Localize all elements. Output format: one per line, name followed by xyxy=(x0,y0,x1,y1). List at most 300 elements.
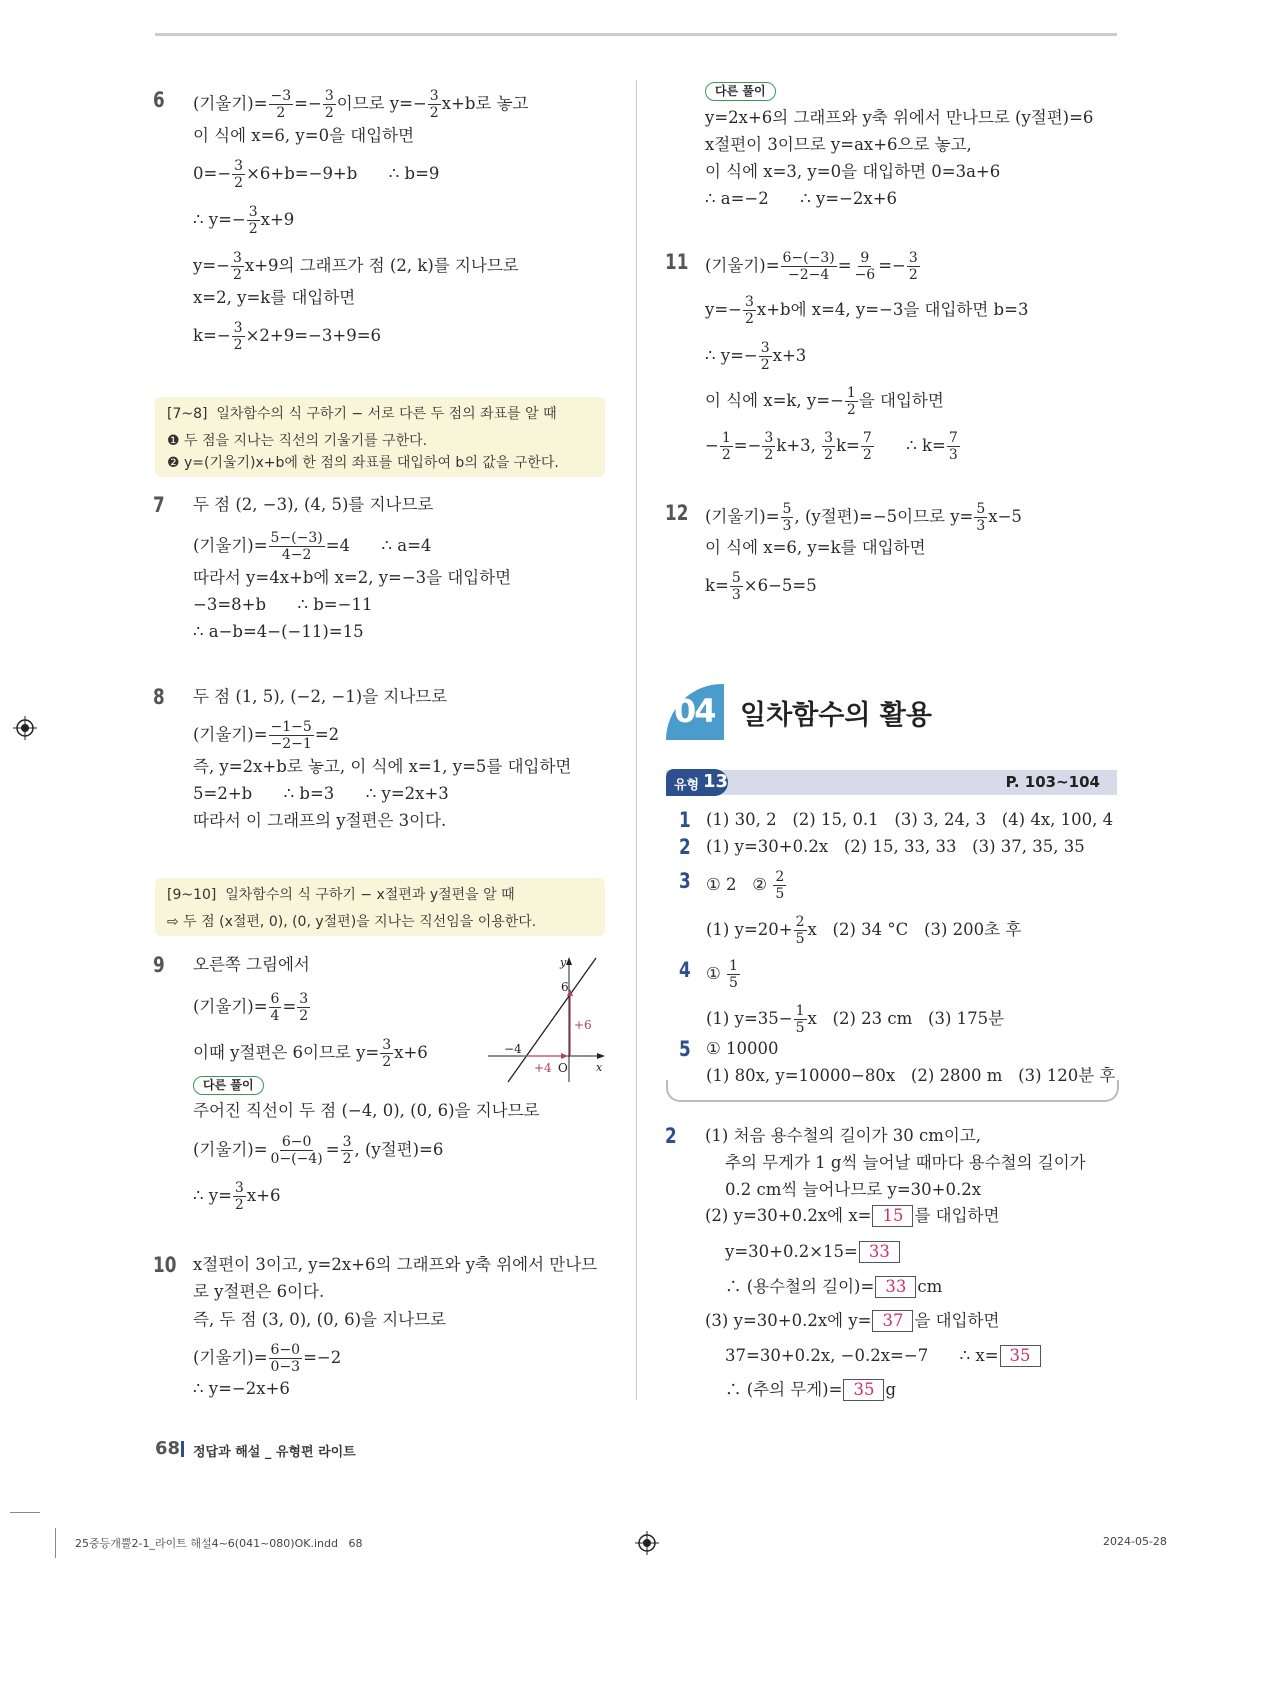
type-label: 유형 xyxy=(674,778,700,793)
text-segment: (1) y=20+ xyxy=(706,920,793,939)
line xyxy=(193,593,372,617)
denominator: 5 xyxy=(729,975,738,991)
denominator: 5 xyxy=(795,1020,805,1036)
tip-title: [9~10] 일차함수의 식 구하기 − x절편과 y절편을 알 때 xyxy=(167,887,515,903)
denominator: 2 xyxy=(299,1008,309,1024)
denominator: 2 xyxy=(324,105,334,121)
text-segment: k+3, xyxy=(776,436,822,455)
fraction xyxy=(231,250,244,283)
text-segment: − xyxy=(705,436,719,455)
fraction xyxy=(428,88,441,121)
numerator: 7 xyxy=(862,430,872,446)
text-segment: =4 ∴ a=4 xyxy=(325,536,432,555)
text-segment: (기울기)= xyxy=(193,725,268,744)
fraction xyxy=(232,320,245,353)
line xyxy=(705,250,921,283)
text-segment: 따라서 y=4x+b에 x=2, y=−3을 대입하면 xyxy=(193,568,512,587)
line xyxy=(193,530,431,563)
fraction xyxy=(853,250,878,283)
fraction xyxy=(380,1037,393,1070)
line xyxy=(193,286,355,310)
fraction xyxy=(232,158,245,191)
crop-mark xyxy=(55,1528,56,1558)
numerator: 3 xyxy=(232,250,242,266)
text-segment: 즉, 두 점 (3, 0), (0, 6)을 지나므로 xyxy=(193,1310,446,1329)
text-segment: cm xyxy=(917,1277,943,1296)
numerator: 1 xyxy=(846,385,856,401)
numerator: 3 xyxy=(429,88,439,104)
text-segment: =2 xyxy=(314,725,340,744)
answer-line xyxy=(706,1003,1004,1036)
text-segment: (1) y=35− xyxy=(706,1009,793,1028)
fraction xyxy=(247,204,260,237)
denominator: 0−(−4) xyxy=(270,1151,323,1167)
answer-number: 4 xyxy=(679,958,691,982)
text-segment: 이때 y절편은 6이므로 y= xyxy=(193,1043,380,1062)
line xyxy=(705,187,897,211)
text-segment: x+9의 그래프가 점 (2, k)를 지나므로 xyxy=(244,256,519,275)
numerator: 1 xyxy=(729,958,738,974)
line xyxy=(705,1309,999,1333)
text-segment: ∴ y=− xyxy=(705,346,758,365)
fraction xyxy=(233,1180,246,1213)
fraction xyxy=(341,1134,354,1167)
y-intercept-label: 6 xyxy=(561,980,569,994)
line xyxy=(725,1240,901,1264)
text-segment: (1) y=30+0.2x (2) 15, 33, 33 (3) 37, 35, 35 xyxy=(706,837,1085,856)
line xyxy=(193,124,414,148)
text-segment: ∴ a=−2 ∴ y=−2x+6 xyxy=(705,189,898,208)
numerator: 6−0 xyxy=(281,1134,312,1150)
denominator: 3 xyxy=(782,518,792,534)
denominator: 2 xyxy=(764,447,774,463)
text-segment: (기울기)= xyxy=(705,507,780,526)
page-range: P. 103~104 xyxy=(1005,773,1100,791)
question-number: 12 xyxy=(665,501,689,525)
numerator: 3 xyxy=(382,1037,392,1053)
fraction xyxy=(269,88,294,121)
answer-box: 35 xyxy=(1000,1345,1041,1367)
fraction xyxy=(759,340,772,373)
denominator: 0−3 xyxy=(270,1359,301,1375)
question-number: 11 xyxy=(665,250,689,274)
text-segment: 을 대입하면 xyxy=(914,1311,1000,1330)
text-segment: x (2) 23 cm (3) 175분 xyxy=(807,1009,1005,1028)
numerator: 1 xyxy=(795,1003,805,1019)
numerator: 3 xyxy=(248,204,258,220)
tip-step: ❷ y=(기울기)x+b에 한 점의 좌표를 대입하여 b의 값을 구한다. xyxy=(167,455,559,471)
numerator: 3 xyxy=(299,991,309,1007)
fraction xyxy=(861,430,874,463)
text-segment: y=2x+6의 그래프와 y축 위에서 만나므로 (y절편)=6 xyxy=(705,108,1094,127)
fraction xyxy=(269,991,282,1024)
denominator: 2 xyxy=(382,1054,392,1070)
text-segment: 0=− xyxy=(193,164,232,183)
numerator: 3 xyxy=(760,340,770,356)
line xyxy=(193,1377,290,1401)
line xyxy=(705,294,1028,327)
denominator: 2 xyxy=(846,402,856,418)
text-segment: ×2+9=−3+9=6 xyxy=(245,326,382,345)
fraction xyxy=(269,1134,325,1167)
line xyxy=(193,493,433,517)
answer-line xyxy=(706,914,1021,947)
text-segment: x+6 xyxy=(394,1043,428,1062)
line xyxy=(725,1378,896,1402)
footer-title: 정답과 해설 _ 유형편 라이트 xyxy=(193,1445,356,1460)
numerator: 3 xyxy=(342,1134,352,1150)
fraction xyxy=(781,250,837,283)
denominator: 2 xyxy=(232,267,242,283)
text-segment: k= xyxy=(705,576,729,595)
section-title: 일차함수의 활용 xyxy=(740,700,932,731)
answer-box: 33 xyxy=(875,1276,916,1298)
line xyxy=(193,204,294,237)
line xyxy=(193,1280,324,1304)
text-segment: y=− xyxy=(193,256,230,275)
text-segment: g xyxy=(885,1380,897,1399)
text-segment: 즉, y=2x+b로 놓고, 이 식에 x=1, y=5를 대입하면 xyxy=(193,757,572,776)
text-segment: 이 식에 x=3, y=0을 대입하면 0=3a+6 xyxy=(705,162,1001,181)
text-segment: = xyxy=(325,1140,340,1159)
denominator: 2 xyxy=(234,175,244,191)
denominator: 5 xyxy=(795,931,805,947)
question-number: 10 xyxy=(153,1253,177,1277)
page-number: 68 xyxy=(155,1438,181,1459)
text-segment: ×6−5=5 xyxy=(743,576,817,595)
text-segment: (기울기)= xyxy=(193,536,268,555)
y-axis-label: y xyxy=(560,956,567,969)
denominator: 2 xyxy=(248,221,258,237)
fraction xyxy=(822,430,835,463)
text-segment: 주어진 직선이 두 점 (−4, 0), (0, 6)을 지나므로 xyxy=(193,1101,540,1120)
y-axis-arrow xyxy=(566,957,572,965)
tip-box-9-10 xyxy=(155,878,605,936)
question-number: 2 xyxy=(665,1124,677,1148)
tip-step: ❶ 두 점을 지나는 직선의 기울기를 구한다. xyxy=(167,433,428,449)
fraction xyxy=(743,294,756,327)
question-number: 8 xyxy=(153,685,165,709)
denominator: 2 xyxy=(908,267,918,283)
text-segment: x+b로 놓고 xyxy=(441,94,529,113)
line xyxy=(193,1342,341,1375)
text-segment: 두 점 (2, −3), (4, 5)를 지나므로 xyxy=(193,495,434,514)
denominator: 3 xyxy=(948,447,958,463)
denominator: −2−4 xyxy=(787,267,830,283)
line xyxy=(193,782,449,806)
answer-line xyxy=(706,808,1113,832)
line xyxy=(705,340,806,373)
text-segment: 0.2 cm씩 늘어나므로 y=30+0.2x xyxy=(725,1180,982,1199)
line xyxy=(193,755,571,779)
slug-date: 2024-05-28 xyxy=(1103,1535,1167,1548)
rise-label: +6 xyxy=(574,1018,592,1032)
text-segment: 이 식에 x=k, y=− xyxy=(705,391,844,410)
denominator: 3 xyxy=(731,587,741,603)
fraction xyxy=(974,501,987,534)
text-segment: x+3 xyxy=(772,346,807,365)
fraction xyxy=(794,1003,807,1036)
text-segment: −3=8+b ∴ b=−11 xyxy=(193,595,373,614)
type-badge xyxy=(666,769,728,796)
line xyxy=(705,570,817,603)
text-segment: ① xyxy=(706,964,727,983)
x-axis-label: x xyxy=(596,1061,603,1074)
denominator: 2 xyxy=(234,1197,244,1213)
numerator: 5 xyxy=(976,501,986,517)
numerator: 3 xyxy=(764,430,774,446)
text-segment: = xyxy=(837,256,852,275)
line xyxy=(705,160,1000,184)
text-segment: =− xyxy=(878,256,906,275)
numerator: 6−0 xyxy=(270,1342,301,1358)
answer-number: 1 xyxy=(679,808,691,832)
text-segment: (기울기)= xyxy=(193,997,268,1016)
line-graph xyxy=(488,952,613,1084)
text-segment: 를 대입하면 xyxy=(914,1206,1000,1225)
tip-title: [7~8] 일차함수의 식 구하기 − 서로 다른 두 점의 좌표를 알 때 xyxy=(167,406,557,422)
fraction xyxy=(720,430,733,463)
line xyxy=(705,133,972,157)
fraction xyxy=(297,991,310,1024)
answer-box-border xyxy=(666,1080,1119,1102)
text-segment: k= xyxy=(836,436,860,455)
registration-mark-icon xyxy=(13,716,37,740)
text-segment: 을 대입하면 xyxy=(858,391,944,410)
text-segment: 오른쪽 그림에서 xyxy=(193,955,310,974)
numerator: −1−5 xyxy=(270,719,312,735)
top-rule xyxy=(155,33,1117,36)
numerator: 2 xyxy=(795,914,805,930)
question-number: 9 xyxy=(153,953,165,977)
denominator: 2 xyxy=(760,357,770,373)
numerator: 3 xyxy=(744,294,754,310)
text-segment: 이므로 y=− xyxy=(336,94,427,113)
line xyxy=(705,385,944,418)
text-segment: x+6 xyxy=(246,1186,281,1205)
numerator: −3 xyxy=(270,88,292,104)
line xyxy=(193,719,339,752)
line xyxy=(193,1134,443,1167)
answer-line xyxy=(706,869,787,902)
denominator: 2 xyxy=(276,105,286,121)
line xyxy=(193,1180,280,1213)
answer-number: 2 xyxy=(679,835,691,859)
answer-number: 5 xyxy=(679,1037,691,1061)
denominator: 4−2 xyxy=(281,547,312,563)
fraction xyxy=(907,250,920,283)
denominator: −6 xyxy=(854,267,876,283)
numerator: 1 xyxy=(721,430,731,446)
text-segment: y=− xyxy=(705,300,742,319)
fraction xyxy=(269,530,325,563)
text-segment: (1) 30, 2 (2) 15, 0.1 (3) 3, 24, 3 (4) 4x, 100, 4 xyxy=(706,810,1114,829)
fraction xyxy=(773,869,786,902)
tip-step: ⇨ 두 점 (x절편, 0), (0, y절편)을 지나는 직선임을 이용한다. xyxy=(167,914,537,930)
numerator: 9 xyxy=(860,250,870,266)
text-segment: ① 10000 xyxy=(706,1039,779,1058)
text-segment: x+b에 x=4, y=−3을 대입하면 b=3 xyxy=(756,300,1029,319)
text-segment: x−5 xyxy=(988,507,1022,526)
text-segment: ∴ k= xyxy=(874,436,946,455)
run-label: +4 xyxy=(534,1061,552,1075)
denominator: 2 xyxy=(744,311,754,327)
line xyxy=(725,1275,942,1299)
answer-line xyxy=(706,835,1085,859)
answer-box: 37 xyxy=(872,1310,913,1332)
line xyxy=(705,1124,981,1148)
text-segment: ① 2 ② xyxy=(706,875,773,894)
denominator: 4 xyxy=(270,1008,280,1024)
column-divider xyxy=(636,80,637,1400)
text-segment: (기울기)= xyxy=(193,94,268,113)
numerator: 3 xyxy=(824,430,834,446)
fraction xyxy=(762,430,775,463)
numerator: 5 xyxy=(731,570,741,586)
denominator: 5 xyxy=(775,886,785,902)
text-segment: x절편이 3이고, y=2x+6의 그래프와 y축 위에서 만나므 xyxy=(193,1255,598,1274)
slug-filename: 25중등개뿔2-1_라이트 해설4~6(041~080)OK.indd 68 xyxy=(75,1537,363,1550)
text-segment: ∴ y=−2x+6 xyxy=(193,1379,290,1398)
answer-box: 15 xyxy=(872,1205,913,1227)
answer-line xyxy=(706,1037,779,1061)
text-segment: 이 식에 x=6, y=k를 대입하면 xyxy=(705,538,926,557)
tip-box-7-8 xyxy=(155,397,605,477)
line xyxy=(193,991,311,1024)
text-segment: x+9 xyxy=(260,210,295,229)
line xyxy=(193,1253,597,1277)
numerator: 3 xyxy=(234,1180,244,1196)
run-arrow-head xyxy=(561,1053,568,1059)
fraction xyxy=(781,501,794,534)
denominator: 2 xyxy=(233,337,243,353)
line xyxy=(193,250,519,283)
line xyxy=(193,685,447,709)
text-segment: 5=2+b ∴ b=3 ∴ y=2x+3 xyxy=(193,784,449,803)
registration-mark-icon xyxy=(635,1531,659,1555)
text-segment: 37=30+0.2x, −0.2x=−7 ∴ x= xyxy=(725,1346,999,1365)
alt-solution-badge: 다른 풀이 xyxy=(193,1076,264,1095)
x-axis-arrow xyxy=(597,1053,605,1059)
fraction xyxy=(845,385,858,418)
denominator: 2 xyxy=(824,447,834,463)
denominator: −2−1 xyxy=(270,736,312,752)
fraction xyxy=(323,88,336,121)
line xyxy=(193,809,446,833)
text-segment: =− xyxy=(294,94,322,113)
numerator: 7 xyxy=(948,430,958,446)
numerator: 6 xyxy=(270,991,280,1007)
text-segment: y=30+0.2×15= xyxy=(725,1242,858,1261)
line xyxy=(193,88,528,121)
text-segment: ×6+b=−9+b ∴ b=9 xyxy=(246,164,440,183)
line xyxy=(725,1344,1042,1368)
answer-line xyxy=(706,958,741,991)
line xyxy=(193,1099,539,1123)
text-segment: (1) 처음 용수철의 길이가 30 cm이고, xyxy=(705,1126,982,1145)
fraction xyxy=(947,430,960,463)
numerator: 3 xyxy=(234,158,244,174)
line xyxy=(705,430,961,463)
line xyxy=(725,1178,981,1202)
denominator: 2 xyxy=(429,105,439,121)
text-segment: 두 점 (1, 5), (−2, −1)을 지나므로 xyxy=(193,687,448,706)
line xyxy=(193,620,364,644)
text-segment: ∴ y= xyxy=(193,1186,232,1205)
line xyxy=(725,1151,1086,1175)
line xyxy=(193,320,381,353)
footer-bar xyxy=(181,1441,184,1457)
text-segment: 로 y절편은 6이다. xyxy=(193,1282,325,1301)
line xyxy=(193,1037,428,1070)
text-segment: =−2 xyxy=(303,1348,342,1367)
text-segment: (2) y=30+0.2x에 x= xyxy=(705,1206,872,1225)
numerator: 6−(−3) xyxy=(782,250,835,266)
fraction xyxy=(269,719,314,752)
text-segment: = xyxy=(282,997,297,1016)
line xyxy=(705,1204,999,1228)
text-segment: ∴ (용수철의 길이)= xyxy=(725,1277,875,1296)
section-number: 04 xyxy=(674,692,715,730)
line xyxy=(193,953,310,977)
section-number-badge xyxy=(666,684,724,740)
answer-box: 35 xyxy=(843,1379,884,1401)
x-intercept-label: −4 xyxy=(504,1042,522,1056)
line xyxy=(705,536,926,560)
question-number: 7 xyxy=(153,493,165,517)
text-segment: ∴ (추의 무게)= xyxy=(725,1380,843,1399)
numerator: 5−(−3) xyxy=(270,530,323,546)
line xyxy=(193,1308,446,1332)
text-segment: , (y절편)=6 xyxy=(354,1140,444,1159)
fraction xyxy=(269,1342,303,1375)
question-number: 6 xyxy=(153,88,165,112)
numerator: 3 xyxy=(908,250,918,266)
text-segment: ∴ a−b=4−(−11)=15 xyxy=(193,622,364,641)
text-segment: ∴ y=− xyxy=(193,210,246,229)
line xyxy=(705,106,1093,130)
text-segment: 이 식에 x=6, y=0을 대입하면 xyxy=(193,126,415,145)
text-segment: , (y절편)=−5이므로 y= xyxy=(794,507,974,526)
denominator: 3 xyxy=(976,518,986,534)
fraction xyxy=(727,958,740,991)
line xyxy=(193,566,511,590)
numerator: 2 xyxy=(775,869,785,885)
text-segment: (1) 80x, y=10000−80x (2) 2800 m (3) 120분 후 xyxy=(706,1066,1116,1085)
text-segment: (기울기)= xyxy=(705,256,780,275)
denominator: 2 xyxy=(721,447,731,463)
text-segment: (기울기)= xyxy=(193,1140,268,1159)
text-segment: x절편이 3이므로 y=ax+6으로 놓고, xyxy=(705,135,972,154)
alt-solution-badge: 다른 풀이 xyxy=(705,82,776,101)
line xyxy=(193,158,439,191)
numerator: 3 xyxy=(324,88,334,104)
text-segment: (3) y=30+0.2x에 y= xyxy=(705,1311,872,1330)
text-segment: =− xyxy=(733,436,762,455)
denominator: 2 xyxy=(342,1151,352,1167)
numerator: 5 xyxy=(782,501,792,517)
denominator: 2 xyxy=(862,447,872,463)
text-segment: 따라서 이 그래프의 y절편은 3이다. xyxy=(193,811,447,830)
text-segment: 추의 무게가 1 g씩 늘어날 때마다 용수철의 길이가 xyxy=(725,1153,1086,1172)
fraction xyxy=(794,914,807,947)
line xyxy=(705,501,1022,534)
text-segment: x (2) 34 °C (3) 200초 후 xyxy=(807,920,1022,939)
answer-number: 3 xyxy=(679,869,691,893)
answer-box: 33 xyxy=(859,1241,900,1263)
origin-label: O xyxy=(558,1061,568,1075)
text-segment: k=− xyxy=(193,326,231,345)
